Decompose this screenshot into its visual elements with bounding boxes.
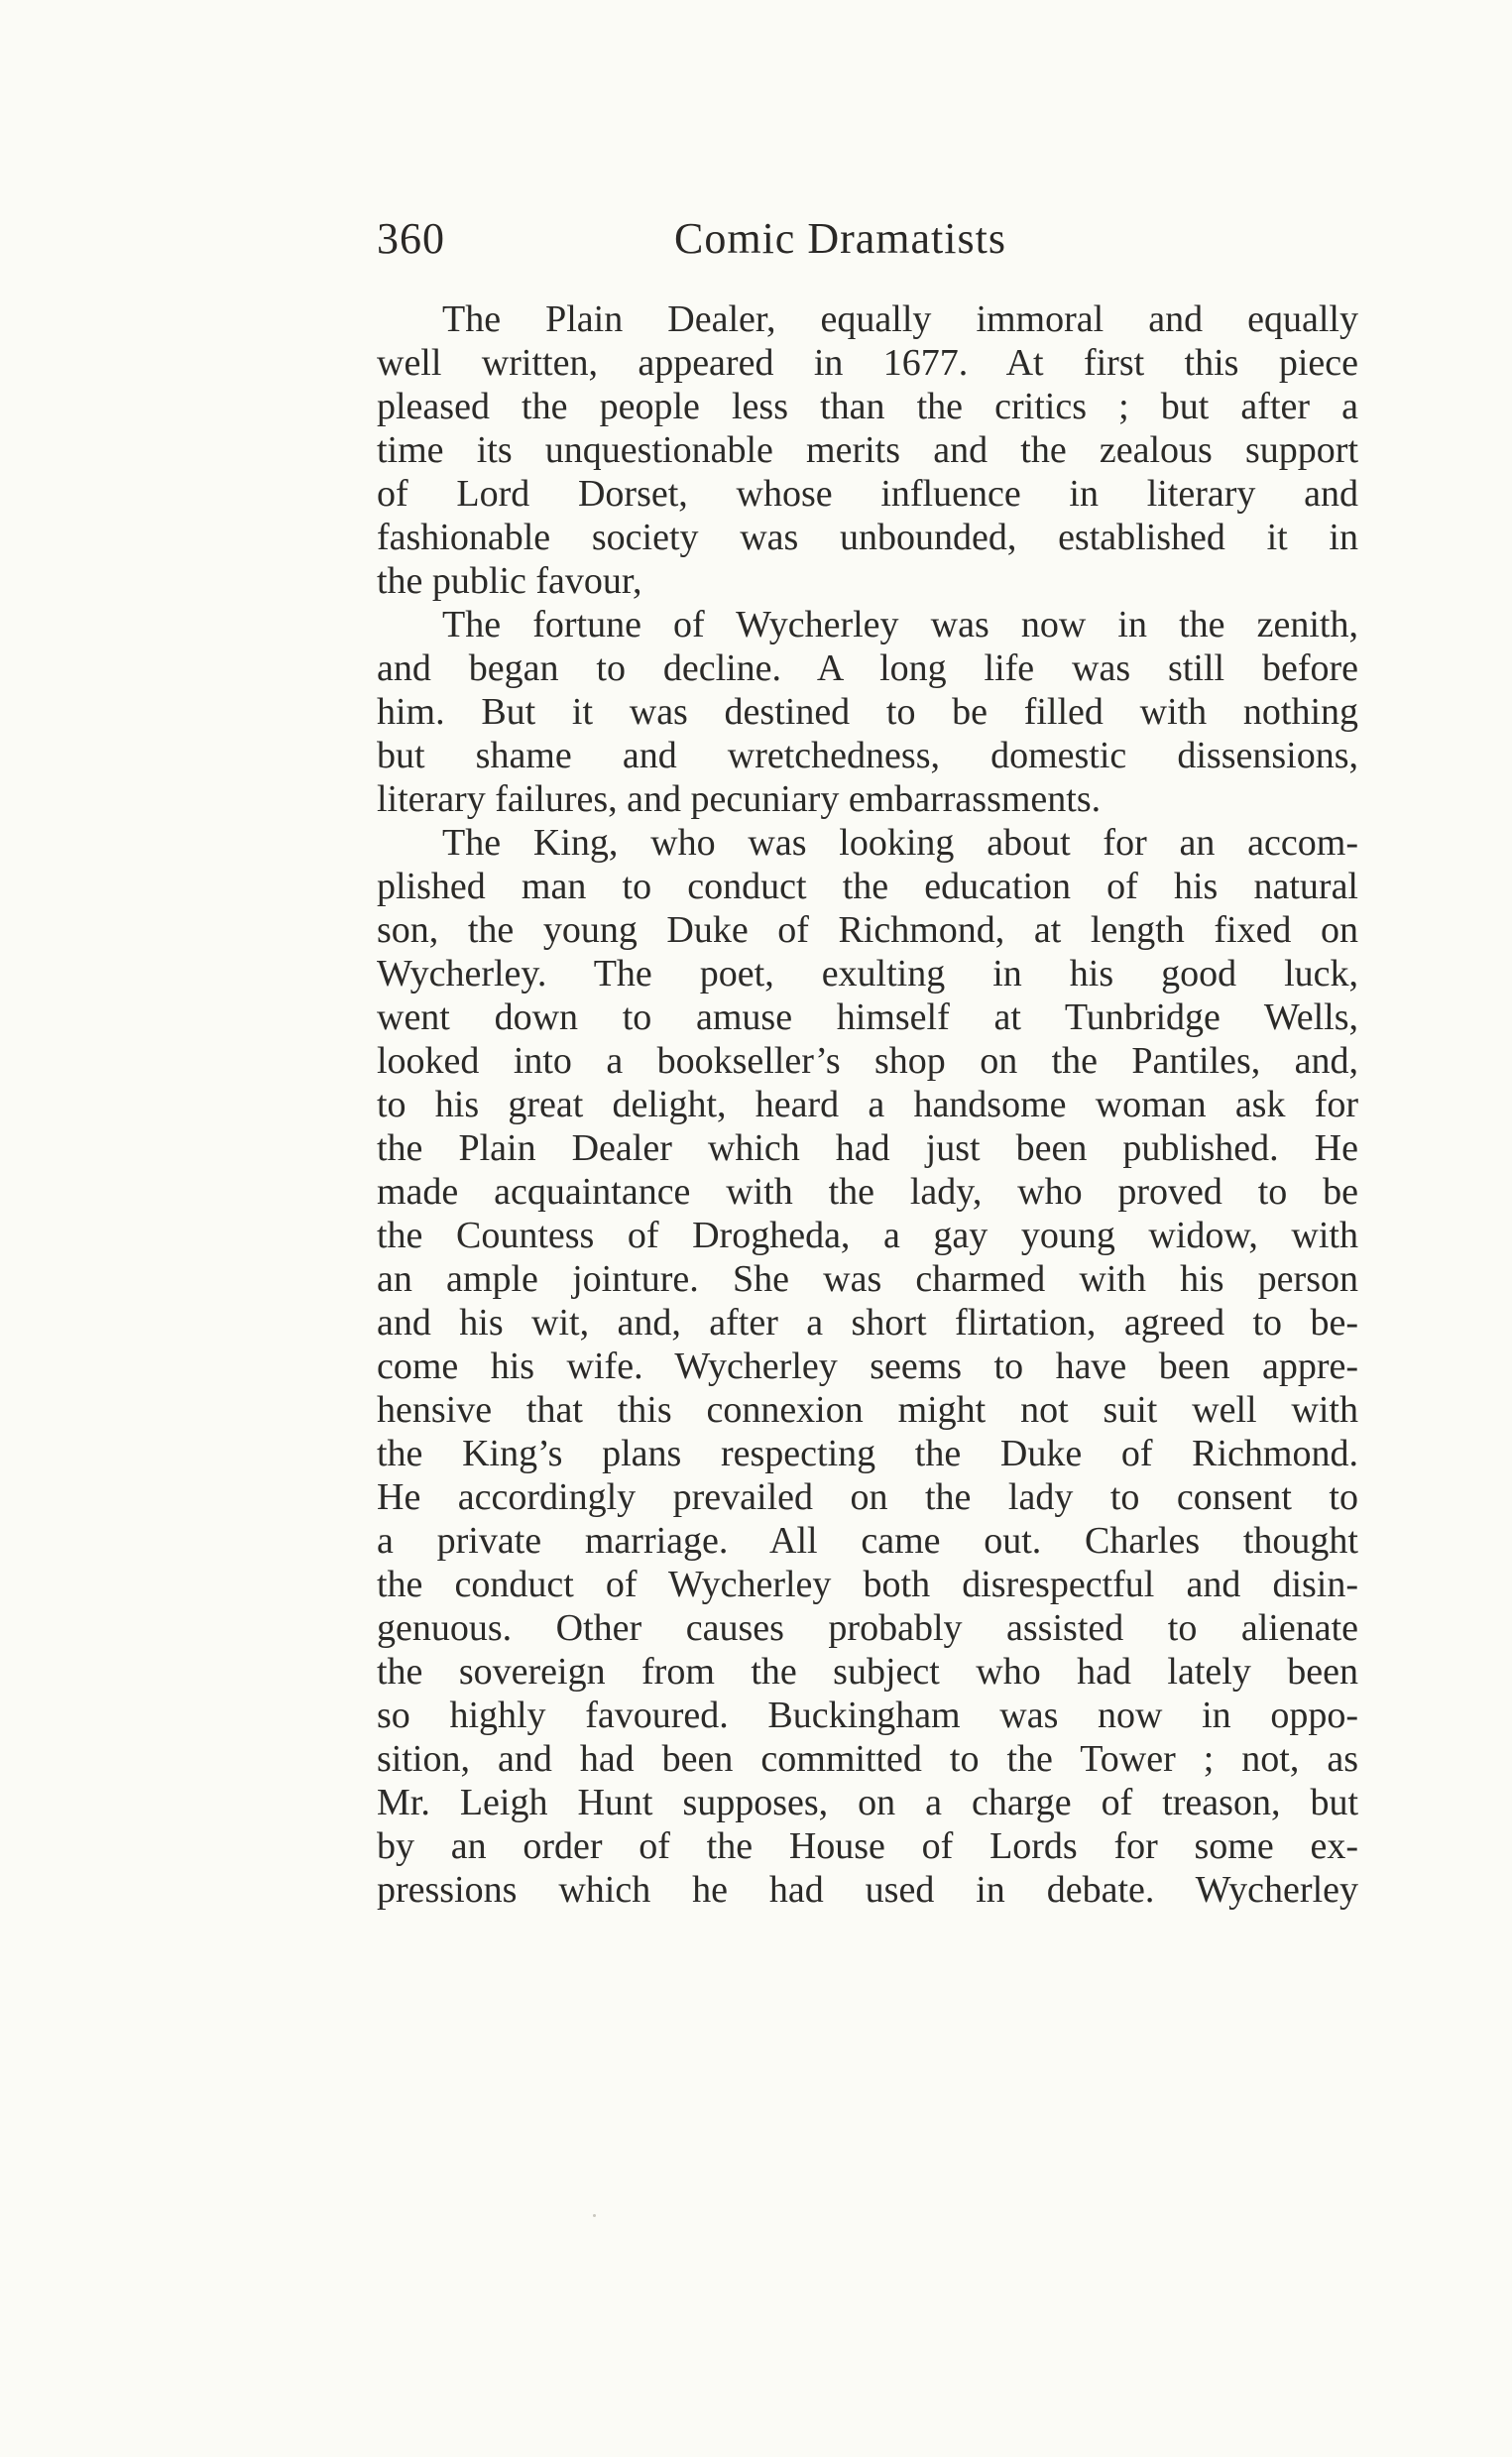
text-line: of Lord Dorset, whose influence in literary and bbox=[377, 473, 1358, 515]
text-line: made acquaintance with the lady, who proved to be bbox=[377, 1171, 1358, 1213]
text-line: sition, and had been committed to the Tower ; not, as bbox=[377, 1738, 1358, 1780]
text-line: so highly favoured. Buckingham was now in oppo- bbox=[377, 1695, 1358, 1736]
text-line: the public favour, bbox=[377, 560, 642, 602]
text-line: genuous. Other causes probably assisted to alienate bbox=[377, 1607, 1358, 1649]
page-header bbox=[377, 213, 1358, 273]
text-line: him. But it was destined to be filled with nothing bbox=[377, 691, 1358, 733]
text-line: The fortune of Wycherley was now in the zenith, bbox=[442, 604, 1358, 645]
text-line: Mr. Leigh Hunt supposes, on a charge of treason, but bbox=[377, 1782, 1358, 1823]
text-line: literary failures, and pecuniary embarrassments. bbox=[377, 778, 1102, 820]
text-line: the conduct of Wycherley both disrespectful and disin- bbox=[377, 1564, 1358, 1605]
text-line: to his great delight, heard a handsome woman ask for bbox=[377, 1084, 1358, 1125]
text-line: and began to decline. A long life was still before bbox=[377, 647, 1358, 689]
text-line: time its unquestionable merits and the zealous support bbox=[377, 429, 1358, 471]
text-line: Wycherley. The poet, exulting in his good luck, bbox=[377, 953, 1358, 994]
text-line: plished man to conduct the education of his natural bbox=[377, 866, 1358, 907]
text-line: The King, who was looking about for an accom- bbox=[442, 822, 1358, 864]
text-line: the Plain Dealer which had just been published. He bbox=[377, 1127, 1358, 1169]
text-line: hensive that this connexion might not suit well with bbox=[377, 1389, 1358, 1431]
text-line: but shame and wretchedness, domestic dissensions, bbox=[377, 735, 1358, 776]
paper-speck bbox=[593, 2214, 596, 2217]
text-line: the Countess of Drogheda, a gay young widow, with bbox=[377, 1215, 1358, 1256]
text-line: He accordingly prevailed on the lady to consent to bbox=[377, 1476, 1358, 1518]
text-line: by an order of the House of Lords for some ex- bbox=[377, 1825, 1358, 1867]
text-line: and his wit, and, after a short flirtation, agreed to be- bbox=[377, 1302, 1358, 1344]
text-line: fashionable society was unbounded, established it in bbox=[377, 517, 1358, 558]
text-line: pleased the people less than the critics ; but after a bbox=[377, 386, 1358, 427]
text-line: went down to amuse himself at Tunbridge Wells, bbox=[377, 996, 1358, 1038]
text-line: the King’s plans respecting the Duke of Richmond. bbox=[377, 1433, 1358, 1474]
body-text bbox=[377, 297, 1358, 1912]
running-title: Comic Dramatists bbox=[674, 214, 1006, 263]
text-line: an ample jointure. She was charmed with his person bbox=[377, 1258, 1358, 1300]
text-line: come his wife. Wycherley seems to have been appre- bbox=[377, 1346, 1358, 1387]
text-line: a private marriage. All came out. Charles thought bbox=[377, 1520, 1358, 1562]
text-line: looked into a bookseller’s shop on the Pantiles, and, bbox=[377, 1040, 1358, 1082]
text-line: the sovereign from the subject who had lately been bbox=[377, 1651, 1358, 1693]
text-line: pressions which he had used in debate. Wycherley bbox=[377, 1869, 1358, 1911]
text-line: son, the young Duke of Richmond, at length fixed on bbox=[377, 909, 1358, 951]
text-line: well written, appeared in 1677. At first this piece bbox=[377, 342, 1358, 384]
page-number: 360 bbox=[377, 214, 445, 263]
text-line: The Plain Dealer, equally immoral and equally bbox=[442, 298, 1358, 340]
